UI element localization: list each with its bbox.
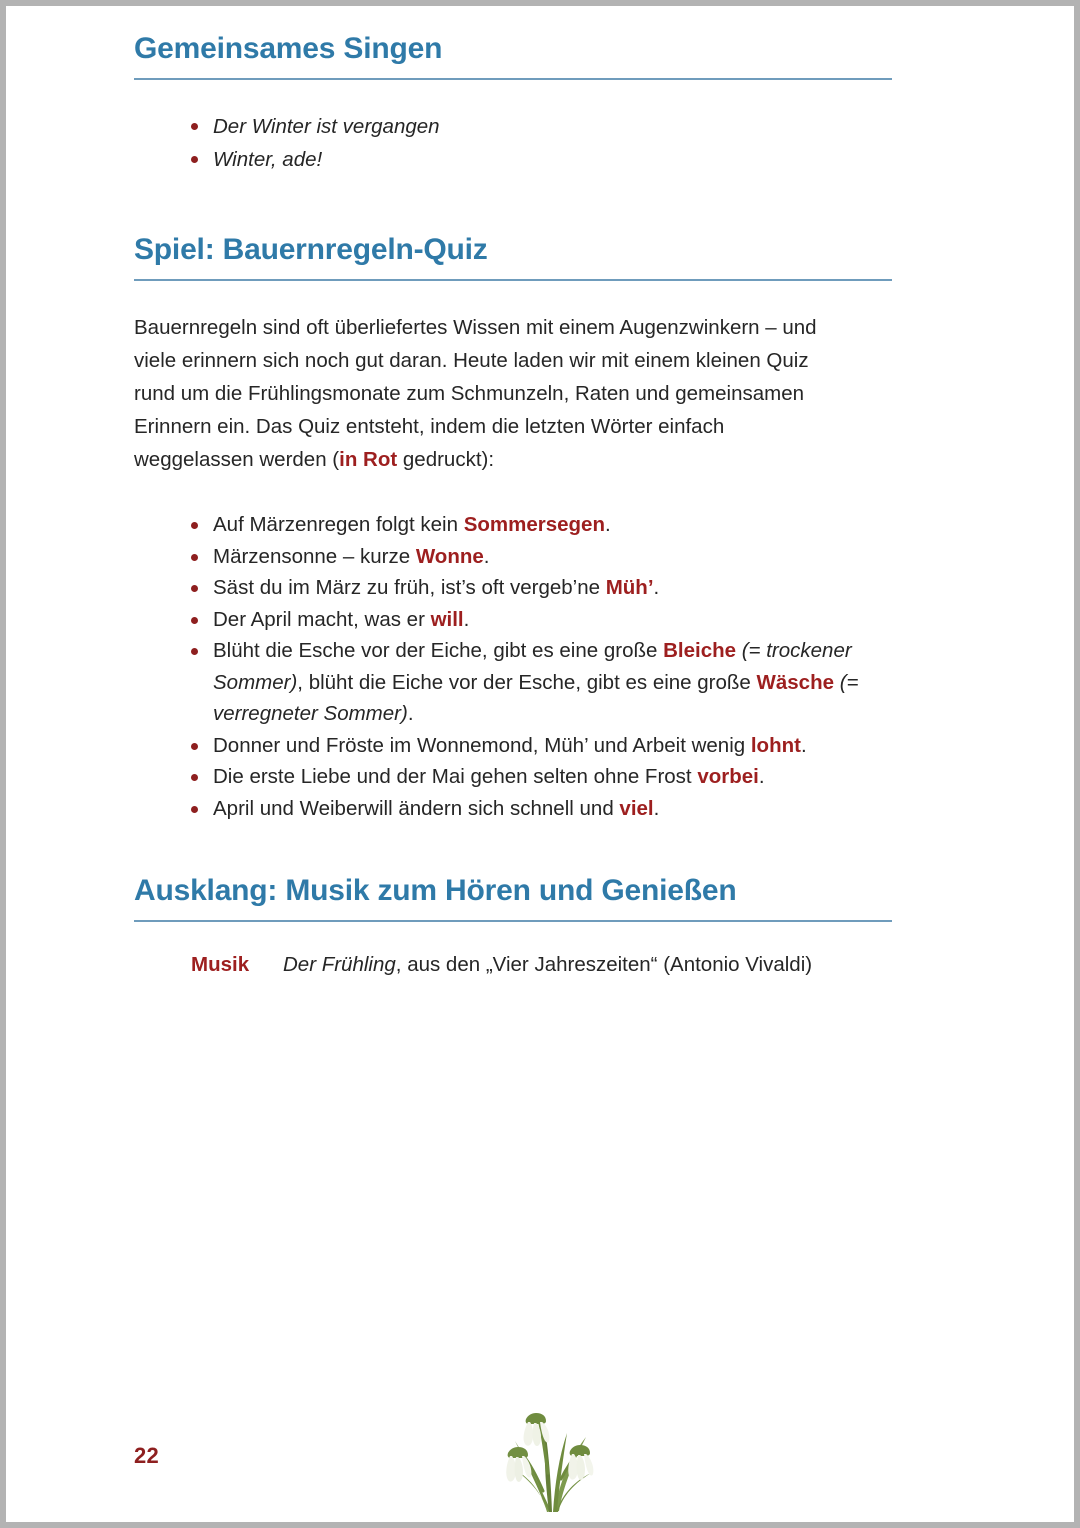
- song-title: Der Winter ist vergangen: [213, 115, 440, 138]
- section-heading: Gemeinsames Singen: [134, 32, 443, 65]
- rule-text: Blüht die Esche vor der Eiche, gibt es eine große: [213, 639, 664, 662]
- list-item-rule: [189, 793, 909, 825]
- list-item-rule: [189, 635, 909, 730]
- music-label: Musik: [191, 953, 250, 976]
- rule-answer: will: [430, 607, 464, 631]
- music-entry: [191, 948, 892, 981]
- rule-tail: .: [463, 607, 470, 631]
- bauernregeln-list: [189, 509, 909, 824]
- rule-answer: lohnt: [750, 733, 801, 757]
- rule-mid: , blüht die Eiche vor der Esche, gibt es eine große: [297, 670, 757, 694]
- rule-answer: viel: [619, 796, 654, 820]
- list-item-rule: [189, 541, 909, 573]
- rule-text: Auf Märzenregen folgt kein: [213, 513, 464, 536]
- page-number: 22: [134, 1443, 160, 1468]
- rule-text: Die erste Liebe und der Mai gehen selten ohne Frost: [213, 765, 698, 788]
- intro-highlight: in Rot: [339, 448, 398, 471]
- rule-tail: .: [407, 702, 414, 725]
- list-item-rule: [189, 761, 909, 793]
- song-list: [189, 110, 892, 176]
- section-heading: Ausklang: Musik zum Hören und Genießen: [134, 874, 737, 907]
- list-item-rule: [189, 730, 909, 762]
- section-ausklang-musik: [134, 874, 892, 922]
- rule-text: Der April macht, was er: [213, 607, 431, 631]
- list-item-rule: [189, 604, 909, 636]
- section-gemeinsames-singen: [134, 32, 892, 80]
- rule-tail: .: [758, 765, 765, 788]
- rule-tail: .: [604, 513, 611, 536]
- rule-answer: Sommersegen: [463, 513, 605, 536]
- rule-text: Donner und Fröste im Wonnemond, Müh’ und Arbeit wenig: [213, 733, 751, 757]
- music-title: Der Frühling: [283, 953, 396, 976]
- rule-note: (= trockener Sommer): [213, 639, 852, 694]
- rule-tail: .: [800, 733, 807, 757]
- rule-answer-secondary: Wäsche: [756, 670, 835, 694]
- section-spiel-bauernregeln-quiz: [134, 233, 892, 281]
- page-content: [134, 6, 892, 981]
- rule-note-secondary: (= verregneter Sommer): [213, 670, 859, 725]
- music-details: , aus den „Vier Jahreszeiten“ (Antonio Vivaldi): [395, 953, 813, 976]
- rule-tail: .: [483, 544, 490, 568]
- list-item-rule: [189, 572, 909, 604]
- section-heading: Spiel: Bauernregeln-Quiz: [134, 233, 488, 266]
- rule-text: Säst du im März zu früh, ist’s oft vergeb’ne: [213, 576, 606, 599]
- rule-text: Märzensonne – kurze: [213, 544, 416, 568]
- snowdrop-flowers-icon: [489, 1393, 609, 1518]
- intro-text-part1: Bauernregeln sind oft überliefertes Wissen mit einem Augenzwinkern – und viele erinnern sich noch gut daran. Heute laden wir mit einem kleinen Quiz rund um die Frühlingsmonate zum Schmunzeln, Raten und gemeinsamen Erinnern ein. Das Quiz entsteht, indem die letzten Wörter einfach weggelassen werden (: [134, 316, 817, 471]
- list-item-song: [189, 110, 892, 143]
- intro-paragraph: [134, 311, 839, 476]
- list-item-rule: [189, 509, 909, 541]
- rule-answer: Wonne: [415, 544, 484, 568]
- rule-tail: .: [653, 796, 660, 820]
- list-item-song: [189, 143, 892, 176]
- rule-text: April und Weiberwill ändern sich schnell und: [213, 796, 620, 820]
- rule-answer: Bleiche: [663, 639, 737, 662]
- rule-answer: Müh’: [605, 576, 654, 599]
- rule-answer: vorbei: [697, 765, 759, 788]
- song-title: Winter, ade!: [213, 148, 323, 171]
- rule-tail: .: [653, 576, 660, 599]
- intro-text-part2: gedruckt):: [397, 448, 495, 471]
